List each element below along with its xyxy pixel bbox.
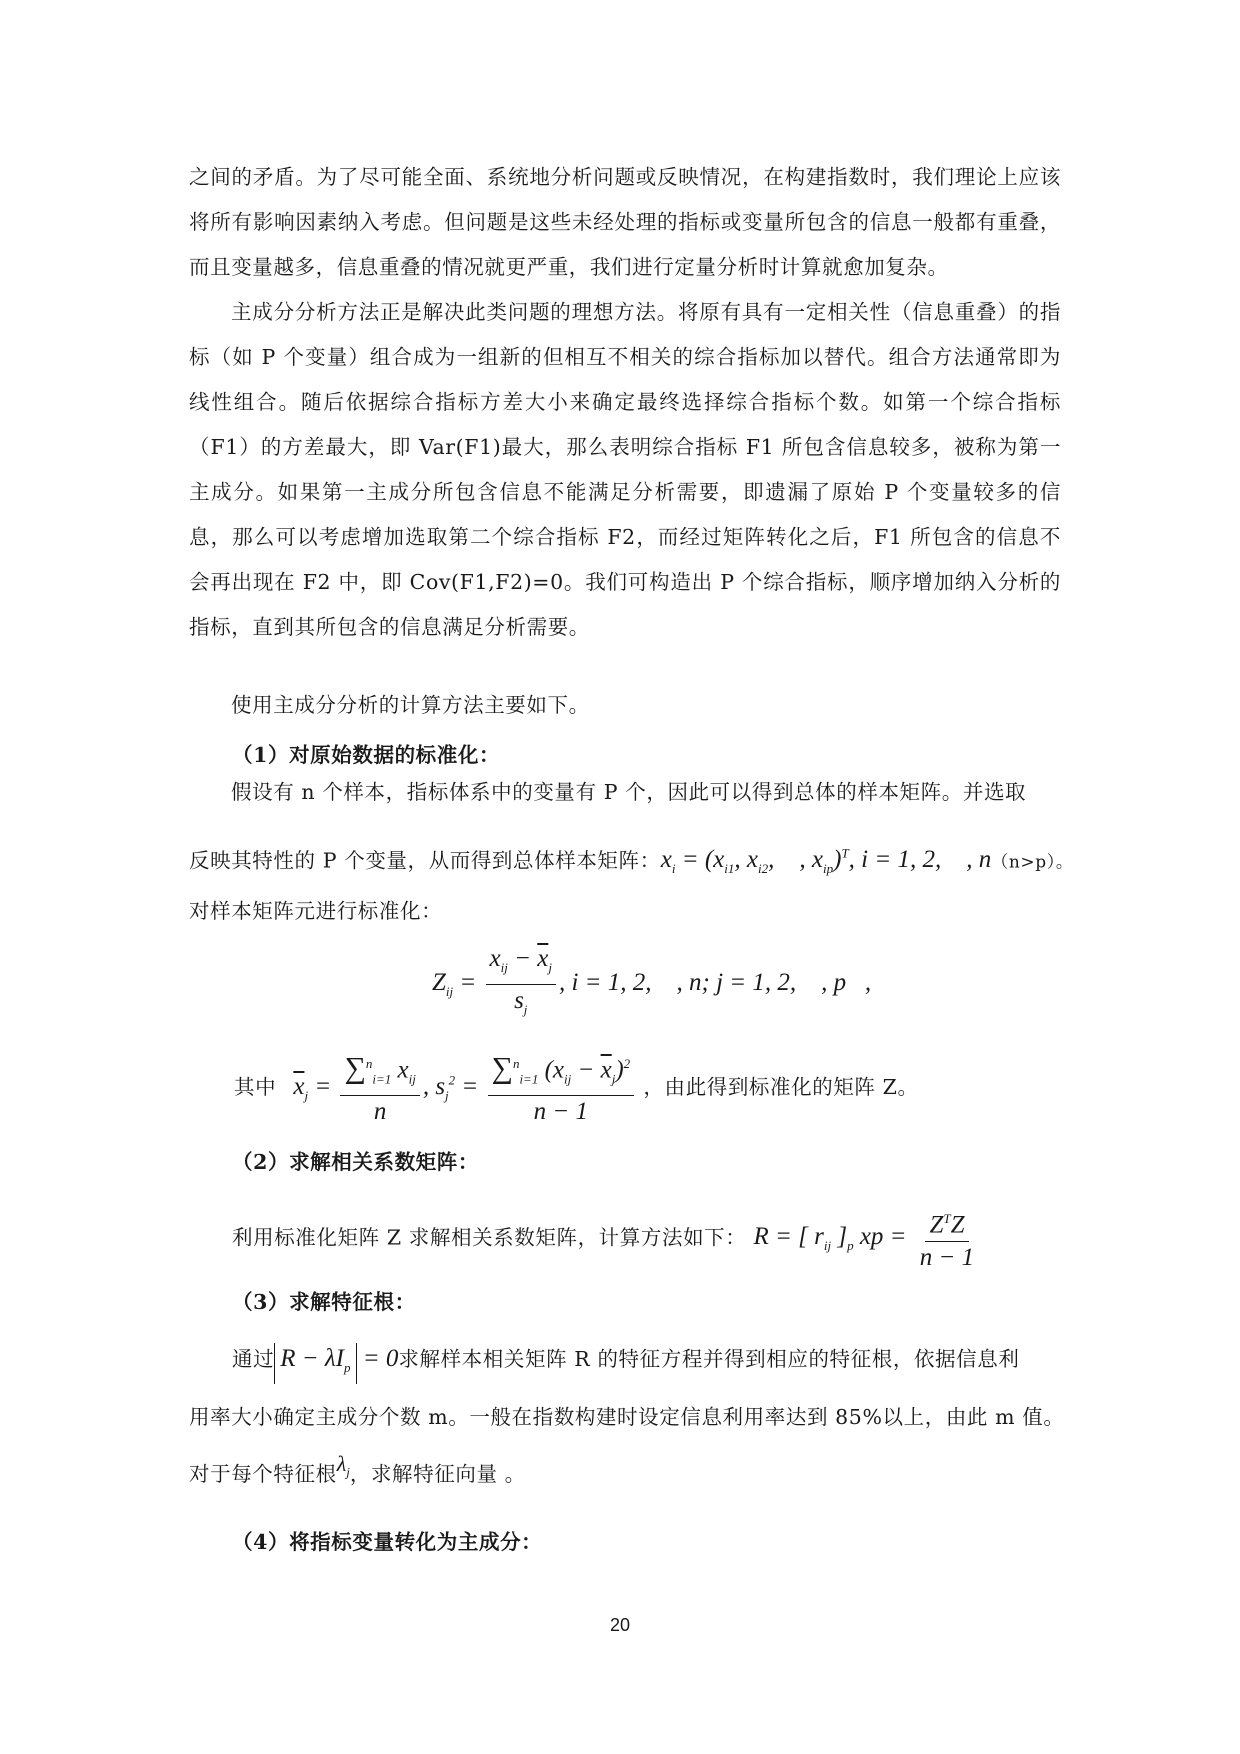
qizhong-label: 其中 (234, 1074, 277, 1099)
eigen-equation-line (232, 1343, 1019, 1384)
correlation-formula: R = [ $r_{ij}$ ]$_p$ xp = $\frac{Z^TZ}{n - 1}$ (754, 1223, 982, 1250)
z-fraction: $\frac{x_{ij} - \overline{x}_j}{s_j}$ (486, 945, 556, 1024)
sample-matrix-note: （n>p）。 (991, 852, 1074, 873)
heading-correlation: （2）求解相关系数矩阵： (232, 1150, 479, 1174)
page-number: 20 (609, 1615, 631, 1635)
paragraph-3: 使用主成分分析的计算方法主要如下。 (231, 693, 590, 717)
eigenvector-pre: 对于每个特征根 (189, 1462, 337, 1486)
eigen-pre: 通过 (232, 1347, 275, 1371)
eigen-equation: $R - \lambda I_p = 0$ (274, 1345, 398, 1372)
eigenvector-post: ，求解特征向量 。 (349, 1462, 526, 1486)
mean-variance-formula: $\overline{x}_j$ = $\frac{\sum^n_{i=1} x_{ij}}{n}$ , $s_j^2$ = $\frac{\sum^n_{i=1} (x_{ij} - \overline{x}_j)^2}{n - 1}$ (293, 1073, 643, 1100)
sample-matrix-text: 反映其特性的 P 个变量，从而得到总体样本矩阵： (189, 848, 661, 873)
eigenvector-line (189, 1451, 526, 1496)
heading-standardize: （1）对原始数据的标准化： (232, 743, 501, 767)
info-rate-line: 用率大小确定主成分个数 m。一般在指数构建时设定信息利用率达到 85%以上，由此 m 值。 (189, 1405, 1065, 1429)
correlation-text: 利用标准化矩阵 Z 求解相关系数矩阵，计算方法如下： (232, 1225, 747, 1250)
sample-matrix-formula: $x_i = (x_{i1}$, $x_{i2}$, , $x_{ip})^T$, i = 1, 2, , n (660, 846, 992, 877)
paragraph-4: 假设有 n 个样本，指标体系中的变量有 P 个，因此可以得到总体的样本矩阵。并选取 (231, 780, 1027, 804)
heading-eigenvalue: （3）求解特征根： (232, 1290, 416, 1314)
lambda-symbol: $\lambda_j$ (336, 1451, 350, 1480)
paragraph-1: 之间的矛盾。为了尽可能全面、系统地分析问题或反映情况，在构建指数时，我们理论上应该将所有影响因素纳入考虑。但问题是这些未经处理的指标或变量所包含的信息一般都有重叠，而且变量越多，信息重叠的情况就更严重，我们进行定量分析时计算就愈加复杂。 (189, 165, 1061, 279)
heading-principal-components: （4）将指标变量转化为主成分： (232, 1530, 543, 1554)
paragraph-2: 主成分分析方法正是解决此类问题的理想方法。将原有具有一定相关性（信息重叠）的指标（如 P 个变量）组合成为一组新的但相互不相关的综合指标加以替代。组合方法通常即为线性组合。随后依据综合指标方差大小来确定最终选择综合指标个数。如第一个综合指标（F1）的方差最大，即 Var(F1)最大，那么表明综合指标 F1 所包含信息较多，被称为第一主成分。如果第一主成分所包含信息不能满足分析需要，即遗漏了原始 P 个变量较多的信息，那么可以考虑增加选取第二个综合指标 F2，而经过矩阵转化之后，F1 所包含的信息不会再出现在 F2 中，即 Cov(F1,F2)=0。我们可构造出 P 个综合指标，顺序增加纳入分析的指标，直到其所包含的信息满足分析需要。 (189, 300, 1061, 639)
standardize-intro: 对样本矩阵元进行标准化： (189, 899, 443, 923)
mean-variance-line (234, 1050, 919, 1126)
mean-variance-post: ，由此得到标准化的矩阵 Z。 (643, 1074, 919, 1099)
z-formula: $Z_{ij}$ = $\frac{x_{ij} - \overline{x}_j}{s_j}$ , i = 1, 2, , n; j = 1, 2, , p , (432, 945, 871, 1024)
eigen-post: 求解样本相关矩阵 R 的特征方程并得到相应的特征根，依据信息利 (398, 1347, 1020, 1371)
sample-matrix-line (189, 840, 1073, 883)
correlation-line (232, 1205, 981, 1272)
